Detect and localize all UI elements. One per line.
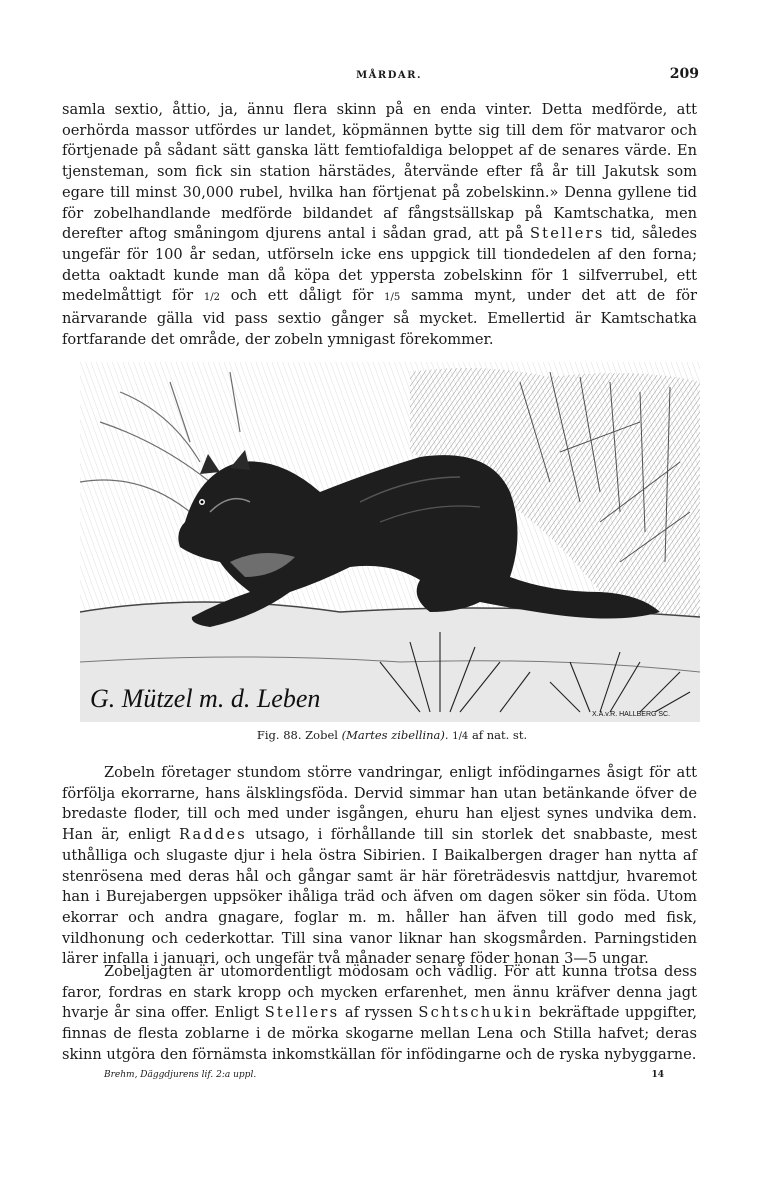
caption-label: Fig. 88. (256, 728, 302, 742)
footer-signature-mark: 14 (651, 1070, 664, 1080)
paragraph-3-text: Zobeljagten är utomordentligt mödosam och vådlig. För att kunna trotsa dess faror, fordras en stark kropp och mycken erfarenhet, men ännu kräfver denna jagt hvarje år sina offer. Enligt (62, 963, 697, 1022)
paragraph-3-text-c: bekräftade uppgifter, finnas de flesta zoblarne i de mörka skogarne mellan Lena och Stilla hafvet; deras skinn utgöra den förnämsta inkomstkällan för infödingarne och de ryska nybyggarne. (62, 1004, 698, 1063)
figure-caption (0, 728, 784, 742)
paragraph-2-text-b: utsago, i förhållande till sin storlek det snabbaste, mest uthålliga och slugaste djur i hela östra Sibirien. I Baikalbergen drager han nytta af stenrösena med deras hål och gångar samt är här företrädesvis nattdjur, hvaremot han i Burejabergen uppsöker ihåliga träd och äfven om dagen söker sin föda. Utom ekorrar och andra gnagare, foglar m. m. håller han äfven till godo med fisk, vildhonung och cederkottar. Till sina vanor liknar han skogsmården. Parningstiden lärer infalla i januari, och ungefär två månader senare föder honan 3—5 ungar. (62, 826, 698, 968)
paragraph-1-text-c: och ett dåligt för (230, 287, 374, 305)
engraver-signature: X.A.v.R. HALLBERG SC. (592, 711, 671, 718)
caption-latin-name: (Martes zibellina). (341, 728, 449, 742)
sable-illustration (80, 362, 700, 722)
page-header (64, 66, 714, 86)
caption-name: Zobel (305, 728, 338, 742)
sable-engraving (80, 362, 700, 722)
person-name: Stellers (529, 225, 605, 243)
person-name: Schtschukin (418, 1004, 534, 1022)
paragraph-1-text: samla sextio, åttio, ja, ännu flera skinn på en enda vinter. Detta medförde, att oerhörda massor utfördes ur landet, köpmännen bytte sig till dem för matvaror och förtjenade på sådant sätt ganska lätt femtiofaldiga beloppet af de senares värde. En tjensteman, som fick sin station härstädes, återvände efter få år till Jakutsk som egare till minst 30,000 rubel, hvilka han förtjenat på zobelskinn.» Denna gyllene tid för zobelhandlande medförde bildandet af fångstsällskap på Kamtschatka, men derefter aftog småningom djurens antal i sådan grad, att på (62, 101, 697, 243)
paragraph-3 (62, 962, 697, 1066)
paragraph-2 (62, 763, 697, 970)
person-name: Stellers (264, 1004, 340, 1022)
paragraph-1-text-b: tid, således ungefär för 100 år sedan, utförseln icke ens uppgick till tiondedelen af den forna; detta oaktadt kunde man då köpa det yppersta zobelskinn för 1 silfverrubel, ett medelmåttigt för (62, 225, 698, 305)
page-footer (104, 1070, 664, 1080)
paragraph-3-text-b: af ryssen (344, 1004, 413, 1022)
footer-citation: Brehm, Däggdjurens lif. 2:a uppl. (104, 1070, 257, 1080)
paragraph-1-text-d: samma mynt, under det att de för närvarande gälla vid pass sextio gånger så mycket. Emellertid är Kamtschatka fortfarande det område, der zobeln ymnigast förekommer. (62, 287, 698, 348)
fraction: 1/5 (384, 292, 401, 304)
caption-scale-text: af nat. st. (471, 728, 528, 742)
paragraph-1 (62, 100, 697, 350)
person-name: Raddes (178, 826, 247, 844)
fraction: 1/2 (203, 292, 220, 304)
running-head: MÅRDAR. (356, 70, 422, 81)
artist-signature: G. Mützel m. d. Leben (90, 684, 321, 713)
paragraph-2-text: Zobeln företager stundom större vandringar, enligt infödingarnes åsigt för att förfölja ekorrarne, hans älsklingsföda. Dervid simmar han utan betänkande öfver de bredaste floder, till och med under isgången, ehuru han eljest synes undvika dem. Han är, enligt (62, 764, 697, 844)
page-number: 209 (669, 66, 699, 82)
caption-scale-fraction: 1/4 (452, 731, 469, 742)
